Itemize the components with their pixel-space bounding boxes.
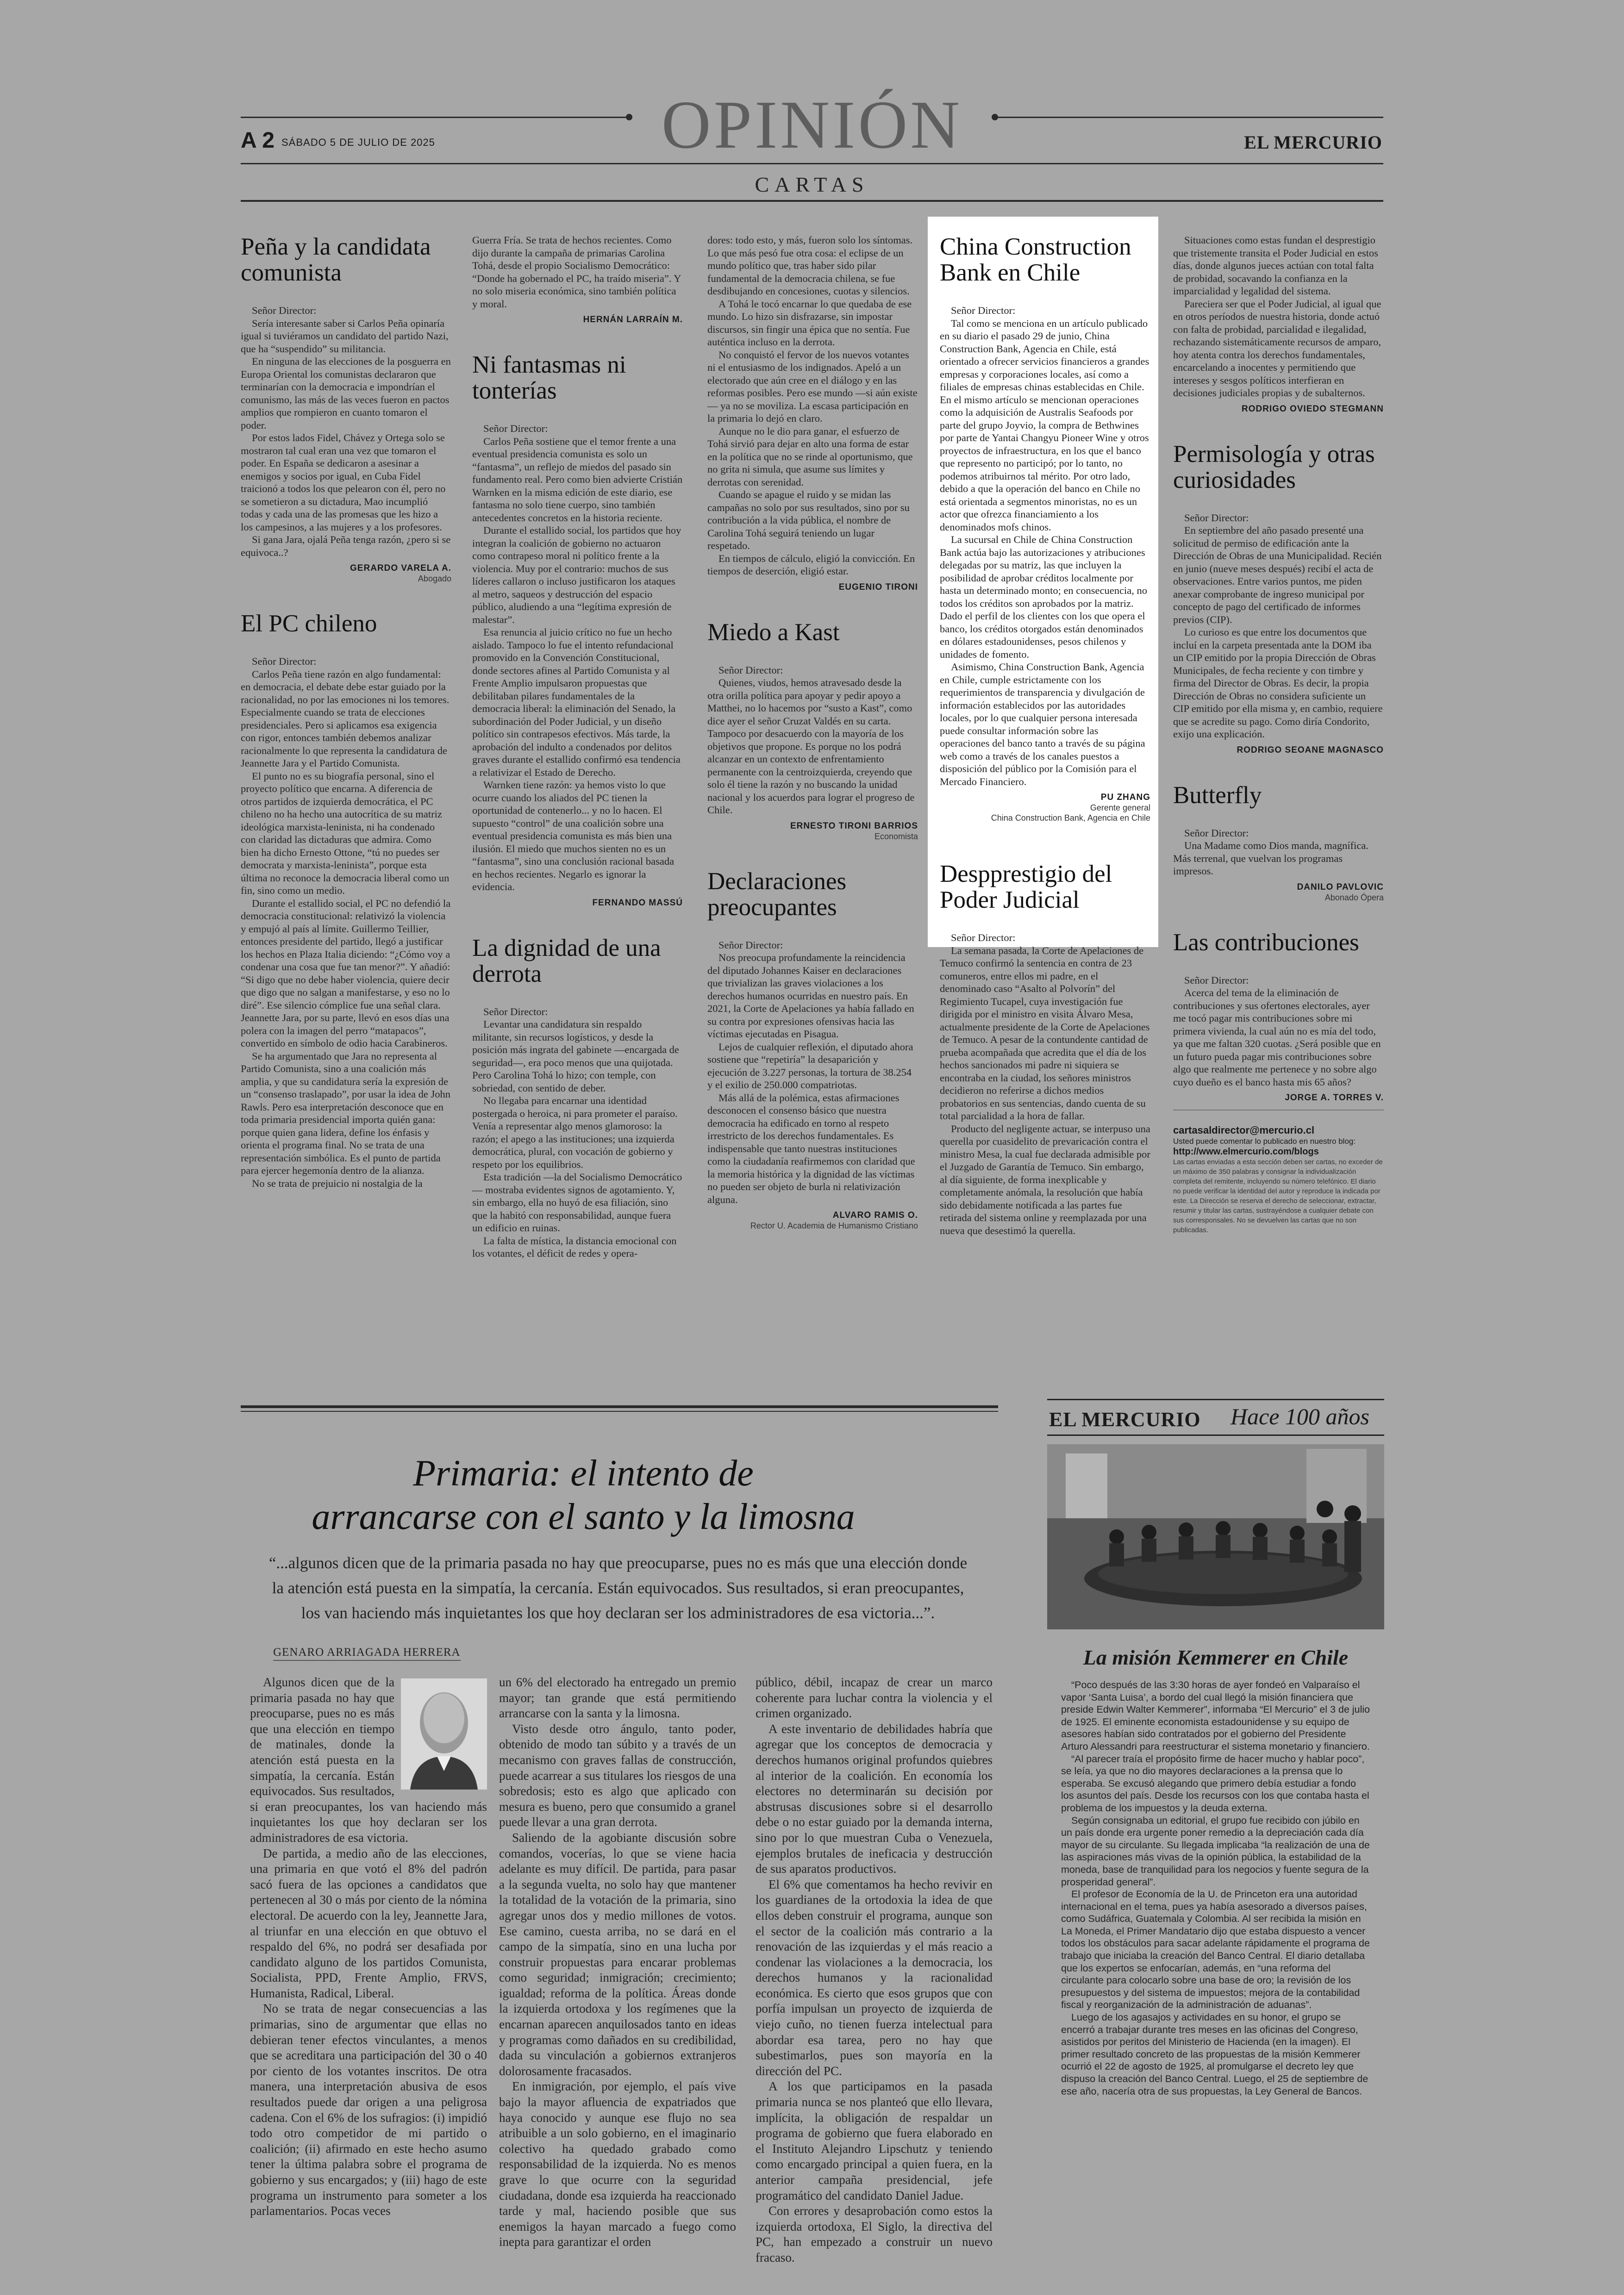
letter-paragraph: Se ha argumentado que Jara no representa al Partido Comunista, sino a una coalición más amplia, y que su candidatura sería la expresión de un “consenso traslapado”, por usar la idea de John Rawls. Pero esa interpretación desconoce que en toda primaria presidencial importa quién gana: porque quien gana lidera, define los énfasis y orienta el programa final. No se trata de una representación simbólica. Es el punto de partida para ejercer hegemonía dentro de la alianza. — [241, 1050, 450, 1176]
column-paragraph: A este inventario de debilidades habría que agregar que los conceptos de democracia y derechos humanos original profundos quiebres al interior de la coalición. En economía los electores no determinarán su decisión por abstrusas discusiones sobre si el desarrollo debe o no estar guiado por la demanda interna, sino por lo que muestran Cuba o Venezuela, ejemplos brutales de ineficacia y destrucción de sus aparatos productivos. — [756, 1721, 993, 1876]
column-text-3 — [756, 1675, 993, 2266]
sidebar-title: La misión Kemmerer en Chile — [1083, 1646, 1349, 1669]
letter-paragraph: Por estos lados Fidel, Chávez y Ortega solo se mostraron tal cual eran una vez que tomaron el poder. En España se dedicaron a asesinar a enemigos y socios por igual, en Cuba Fidel traicionó a todos los que pelearon con él, pero no se sometieron a su dictadura, Mao incumplió todas y cada una de las promesas que les hizo a los campesinos, a las mujeres y a los profesores. — [241, 432, 446, 533]
letter-paragraph: Esa renuncia al juicio crítico no fue un hecho aislado. Tampoco lo fue el intento refundacional promovido en la Convención Constitucional, donde sectores afines al Partido Comunista y al Frente Amplio impulsaron propuestas que debilitaban pilares fundamentales de la democracia liberal: la eliminación del Senado, la subordinación del Poder Judicial, y un diseño político sin contrapesos efectivos. Más tarde, la aprobación del indulto a condenados por delitos graves durante el estallido confirmó esa tendencia a relativizar el Estado de Derecho. — [472, 626, 681, 778]
contact-blog-label: Usted puede comentar lo publicado en nuestro blog: — [1173, 1137, 1356, 1146]
letter-title: Permisología y otras curiosidades — [1173, 440, 1375, 493]
brand-name: EL MERCURIO — [1244, 132, 1382, 153]
letter-role-2: China Construction Bank, Agencia en Chile — [991, 813, 1150, 823]
letters-column-1 — [241, 234, 451, 1190]
sidebar-brand: EL MERCURIO — [1049, 1408, 1201, 1431]
letter-salutation: Señor Director: — [252, 655, 317, 667]
letter-paragraph: Carlos Peña tiene razón en algo fundamental: en democracia, el debate debe estar guiado por la racionalidad, no por las emociones ni los temores. Especialmente cuando se trata de elecciones presidenciales. Pero si aplicamos esa exigencia con rigor, entonces también debemos analizar racionalmente lo que representa la candidatura de Jeannette Jara y el Partido Comunista. — [241, 668, 450, 769]
letters-column-5 — [1173, 234, 1384, 1235]
letter-paragraph: La semana pasada, la Corte de Apelaciones de Temuco confirmó la sentencia en contra de 23 comuneros, entre ellos mi padre, en el denominado caso “Asalto al Polvorín” del Regimiento Tucapel, cuya investigación fue dirigida por el ministro en visita Álvaro Mesa, actualmente presidente de la Corte de Apelaciones de Temuco. A pesar de la contundente cantidad de prueba acompañada que acredita que el día de los hechos sancionados mi padre ni siquiera se encontraba en la ciudad, los señores ministros decidieron no referirse a dichos medios probatorios en sus sentencias, dando cuenta de su total parcialidad a la hora de fallar. — [940, 944, 1150, 1122]
letter-signature: EUGENIO TIRONI — [838, 582, 918, 592]
letters-column-2 — [472, 234, 683, 1260]
letter-paragraph: Carlos Peña sostiene que el temor frente a una eventual presidencia comunista es solo un “fantasma”, un reflejo de miedos del pasado sin fundamento real. Pero como bien advierte Cristián Warnken en la misma edición de este diario, ese fantasma no solo tiene cuerpo, sino también antecedentes concretos en la historia reciente. — [472, 435, 683, 524]
sidebar-paragraph: Luego de los agasajos y actividades en su honor, el grupo se encerró a trabajar durante tres meses en las oficinas del Congreso, asistidos por peritos del Ministerio de Hacienda (en la imagen). El primer resultado concreto de las propuestas de la misión Kemmerer ocurrió el 22 de agosto de 1925, al promulgarse el decreto ley que dispuso la creación del Banco Central. Luego, el 25 de septiembre de ese año, nacería otra de sus propuestas, la Ley General de Bancos. — [1061, 2012, 1368, 2097]
letter-paragraph: dores: todo esto, y más, fueron solo los síntomas. Lo que más pesó fue otra cosa: el eclipse de un mundo político que, tras haber sido pilar fundamental de la democracia chilena, se fue desdibujando en concesiones, cuotas y silencios. — [707, 234, 913, 297]
letter-signature: DANILO PAVLOVIC — [1297, 882, 1384, 892]
letter-paragraph: Levantar una candidatura sin respaldo militante, sin recursos logísticos, y desde la posición más ingrata del gabinete —encargada de seguridad—, era poco menos que una quijotada. Pero Carolina Tohá lo hizo; con temple, con sobriedad, con sentido de deber. — [472, 1018, 679, 1094]
header-left-dot — [626, 114, 632, 120]
column-paragraph: Con errores y desaprobación como estos la izquierda ortodoxa, El Siglo, la directiva del PC, han empezado a construir un nuevo fracaso. — [756, 2204, 993, 2264]
letter-salutation: Señor Director: — [1184, 511, 1249, 524]
letter-paragraph: Producto del negligente actuar, se interpuso una querella por cuasidelito de prevaricación contra el ministro Mesa, la cual fue declarada admisible por el Juzgado de Garantía de Temuco. Sin embargo, al día siguiente, de forma inexplicable y completamente anómala, la resolución que había sido debidamente notificada a las partes fue retirada del sistema online y reemplazada por una nueva que desestimó la querella. — [940, 1123, 1150, 1236]
letter-paragraph: El punto no es su biografía personal, sino el proyecto político que encarna. A diferencia de otros partidos de izquierda democrática, el PC chileno no ha hecho una autocrítica de su matriz ideológica marxista-leninista, ni ha condenado con claridad las dictaduras que admira. Como bien ha dicho Ernesto Ottone, “tú no puedes ser democrata y marxista-leninista”, porque esta última no reconoce la democracia liberal como un fin, sino como un medio. — [241, 770, 450, 896]
letter-title: Las contribuciones — [1173, 929, 1359, 956]
letter-salutation: Señor Director: — [718, 664, 783, 676]
letter-role: Rector U. Academia de Humanismo Cristiano — [750, 1221, 918, 1230]
letter-role: Economista — [874, 831, 918, 841]
letter-salutation: Señor Director: — [252, 305, 317, 316]
letter-title: Butterfly — [1173, 781, 1262, 809]
letter-paragraph: En tiempos de cálculo, eligió la convicción. En tiempos de deserción, eligió estar. — [707, 552, 915, 577]
letter-title: La dignidad de una derrota — [472, 934, 661, 987]
column-paragraph: un 6% del electorado ha entregado un premio mayor; tan grande que está permitiendo arrancarse con la santa y la limosna. — [499, 1675, 736, 1721]
column-paragraph: Visto desde otro ángulo, tanto poder, obtenido de modo tan súbito y a través de un mecanismo con graves fallas de construcción, puede acarrear a sus titulares los riesgos de una sobredosis; esto es algo que aplicado con mesura es bueno, pero que consumido a granel puede llevar a una gran derrota. — [499, 1721, 736, 1829]
page-number: A 2 — [241, 128, 275, 153]
letter-role: Abonado Ópera — [1324, 892, 1384, 902]
letter-paragraph: Tal como se menciona en un artículo publicado en su diario el pasado 29 de junio, China Construction Bank, Agencia en Chile, está orientado a ofrecer servicios financieros a grandes empresas y corporaciones locales, así como a filiales de empresas chinas establecidas en Chile. En el mismo artículo se mencionan operaciones como la adquisición de Australis Seafoods por parte del grupo Joyvio, la compra de Bethwines por parte de Yantai Changyu Pioneer Wine y otros proyectos de infraestructura, en los que el banco que represento no participó; por lo tanto, no podemos atribuirnos tal mérito. Por otro lado, debido a que la operación del banco en Chile no está orientada a segmentos minoristas, no es un actor que ofrezca financiamiento a los denominados mofs chinos. — [940, 317, 1149, 533]
letter-salutation: Señor Director: — [718, 939, 783, 951]
pull-quote-line: los van haciendo más inquietantes los que hoy declaran ser los administradores de esa victoria...”. — [301, 1604, 935, 1622]
letter-salutation: Señor Director: — [483, 423, 548, 434]
letter-signature: ALVARO RAMIS O. — [832, 1210, 918, 1220]
page-date: SÁBADO 5 DE JULIO DE 2025 — [281, 137, 435, 148]
letter-role: Gerente general — [1090, 803, 1150, 812]
letter-paragraph: Lo curioso es que entre los documentos que incluí en la carpeta presentada ante la DOM iba un CIP emitido por la propia Dirección de Obras Municipales, de fecha reciente y con timbre y firma del Director de Obras. Es decir, la propia Dirección de Obras no considera suficiente un CIP emitido por ella misma y, en cambio, requiere que se acredite su pago. Como diría Condorito, exijo una explicación. — [1173, 626, 1383, 740]
header-right-dot — [992, 114, 998, 120]
sidebar-script-title: Hace 100 años — [1230, 1403, 1369, 1429]
letter-paragraph: Más allá de la polémica, estas afirmaciones desconocen el consenso básico que nuestra democracia ha edificado en torno al respeto irrestricto de los derechos fundamentales. Es indispensable que tanto nuestras instituciones como la ciudadanía reafirmemos con claridad que la memoria histórica y la dignidad de las víctimas no pueden ser objeto de burla ni relativización alguna. — [707, 1091, 915, 1205]
letter-salutation: Señor Director: — [483, 1005, 548, 1017]
letters-column-3 — [707, 234, 918, 1231]
letter-paragraph: Si gana Jara, ojalá Peña tenga razón, ¿pero si se equivoca..? — [241, 534, 451, 558]
letter-paragraph: Durante el estallido social, los partidos que hoy integran la coalición de gobierno no actuaron como contrapeso moral ni político frente a la violencia. Muy por el contrario: muchos de sus líderes callaron o incluso justificaron los ataques al metro, saqueos y destrucción del espacio público, aludiendo a una “legítima expresión de malestar”. — [472, 524, 681, 625]
letter-paragraph: Nos preocupa profundamente la reincidencia del diputado Johannes Kaiser en declaraciones que trivializan las graves violaciones a los derechos humanos ocurridas en nuestro país. En 2021, la Corte de Apelaciones ya había fallado en su contra por expresiones ofensivas hacia las víctimas ejecutadas en Pisagua. — [707, 952, 914, 1040]
contact-blog-link[interactable]: http://www.elmercurio.com/blogs — [1173, 1147, 1319, 1157]
letter-title: China Construction Bank en Chile — [940, 233, 1131, 286]
letter-paragraph: Cuando se apague el ruido y se midan las campañas no solo por sus resultados, sino por su contribución a la vida pública, el nombre de Carolina Tohá seguirá teniendo un lugar respetado. — [707, 489, 910, 551]
column-paragraph: El 6% que comentamos ha hecho revivir en los guardianes de la ortodoxia la idea de que ellos deben construir el programa, aunque son el sector de la coalición más contrario a la renovación de las izquierdas y el más reacio a condenar las violaciones a la democracia, los derechos humanos y la racionalidad económica. Es cierto que esos grupos que con porfía impulsan un proyecto de izquierda de viejo cuño, no tienen fuerza intelectual para abordar esa tarea, pero no hay que subestimarlos, pues son mayoría en la dirección del PC. — [756, 1877, 993, 2078]
contact-rules: Las cartas enviadas a esta sección deben ser cartas, no exceder de un máximo de 350 palabras y consignar la individualización completa del remitente, incluyendo su número telefónico. El diario no puede verificar la identidad del autor y reproduce la indicada por este. La Dirección se reserva el derecho de seleccionar, extractar, resumir y titular las cartas, sustrayéndose a cualquier debate con sus corresponsales. No se devuelven las cartas que no son publicadas. — [1173, 1158, 1383, 1234]
letter-paragraph: En ninguna de las elecciones de la posguerra en Europa Oriental los comunistas declararon que terminarían con la democracia e impondrían el comunismo, las más de las veces fueron en pactos amplios que rompieron en cuanto tomaron el poder. — [241, 355, 451, 431]
letter-title: Miedo a Kast — [707, 618, 840, 646]
letter-title: Peña y la candidata comunista — [241, 233, 431, 286]
column-headline-line-1: Primaria: el intento de — [413, 1453, 754, 1494]
letter-salutation: Señor Director: — [1184, 827, 1249, 839]
header-top-rule — [241, 117, 631, 118]
header-top-rule-right — [996, 117, 1383, 118]
column-paragraph: A los que participamos en la pasada primaria nunca se nos planteó que ello llevara, implícita, la obligación de respaldar un programa de gobierno que fuera elaborado en el Instituto Alejandro Lipschutz y teniendo como encargado principal a quien fuera, en la anterior campaña presidencial, jefe programático del candidato Daniel Jadue. — [756, 2079, 993, 2202]
bottom-section-rule-thin — [241, 1411, 998, 1412]
column-paragraph: público, débil, incapaz de crear un marco coherente para luchar contra la violencia y el crimen organizado. — [756, 1675, 993, 1721]
letter-signature: FERNANDO MASSÚ — [592, 898, 683, 908]
sidebar-paragraph: Según consignaba un editorial, el grupo fue recibido con júbilo en un país donde era urgente poner remedio a la depreciación cada día mayor de su circulante. Su llegada implicaba “la realización de una de las aspiraciones más vivas de la opinión pública, la estabilidad de la moneda, base de tranquilidad para los negocios y fuente segura de la prosperidad general”. — [1061, 1815, 1370, 1888]
subsection-title: CARTAS — [755, 173, 869, 196]
column-text-1 — [250, 1675, 487, 2219]
letter-salutation: Señor Director: — [951, 932, 1016, 943]
letter-title: Declaraciones preocupantes — [707, 867, 847, 921]
letter-signature: ERNESTO TIRONI BARRIOS — [790, 821, 918, 831]
letter-paragraph: La falta de mística, la distancia emocional con los votantes, el déficit de redes y opera- — [472, 1235, 677, 1259]
author-portrait — [401, 1678, 487, 1790]
letter-paragraph: No llegaba para encarnar una identidad postergada o heroica, ni para prometer el paraíso. Venía a representar algo menos glamoroso: la razón; el apego a las instituciones; una izquierda democrática, plural, con vocación de gobierno y respeto por los equilibrios. — [472, 1095, 678, 1170]
letter-salutation: Señor Director: — [1184, 974, 1249, 986]
letter-paragraph: Acerca del tema de la eliminación de contribuciones y sus ofertones electorales, ayer me tocó pagar mis contribuciones sobre mi primera vivienda, la cual aún no es mía del todo, ya que me faltan 320 cuotas. ¿Será posible que en un futuro pueda pagar mis contribuciones sobre algo que realmente me pertenece y no sobre algo cuyo dueño es el banco hasta mis 65 años? — [1173, 987, 1381, 1088]
column-headline — [269, 1452, 898, 1539]
sidebar-paragraph: El profesor de Economía de la U. de Princeton era una autoridad internacional en el tema, pues ya había asesorado a diversos países, como Sudáfrica, Guatemala y Colombia. Al ser recibida la misión en La Moneda, el Primer Mandatario dijo que estaba dispuesto a vencer todos los obstáculos para sacar adelante rápidamente el programa de trabajo que iniciaba la creación del Banco Central. El diario detallaba que los expertos se enfocarían, además, en “una reforma del circulante para colocarlo sobre una base de oro; la revisión de los presupuestos y del sistema de impuestos; mejora de la contabilidad fiscal y reorganización de la administración de aduanas”. — [1061, 1889, 1370, 2011]
letter-paragraph: Pareciera ser que el Poder Judicial, al igual que en otros períodos de nuestra historia, donde actuó con falta de probidad, parcialidad e ilegalidad, rechazando sistemáticamente recursos de amparo, hoy atenta contra los derechos fundamentales, encarcelando a inocentes y permitiendo que intereses y sesgos políticos interfieran en decisiones judiciales propias y de subalternos. — [1173, 298, 1381, 399]
letter-paragraph: No se trata de prejuicio ni nostalgia de la — [252, 1177, 423, 1189]
subsection-rule — [241, 200, 1383, 202]
contact-email[interactable]: cartasaldirector@mercurio.cl — [1173, 1124, 1315, 1136]
letter-title: Despprestigio del Poder Judicial — [940, 861, 1112, 913]
column-text-2 — [499, 1675, 736, 2250]
letter-paragraph: La sucursal en Chile de China Construction Bank actúa bajo las autorizaciones y atribuciones delegadas por su matriz, las que incluyen la posibilidad de aprobar créditos localmente por hasta un determinado monto; en consecuencia, no todos los créditos son aprobados por la matriz. Dado el perfil de los clientes con los que opera el banco, los créditos otorgados están denominados en dólares estadounidenses, pesos chilenos y unidades de fomento. — [940, 534, 1147, 660]
letter-paragraph: Quienes, viudos, hemos atravesado desde la otra orilla política para apoyar y pedir apoyo a Matthei, no lo hacemos por “susto a Kast”, como dice ayer el señor Cruzat Valdés en su carta. Tampoco por desacuerdo con la mayoría de los objetivos que propone. Es porque no los podrá alcanzar en un contexto de enfrentamiento permanente con la centroizquierda, creyendo que solo él tiene la razón y no buscando la unidad nacional y los acuerdos para lograr el progreso de Chile. — [707, 677, 915, 816]
letter-paragraph: Sería interesante saber si Carlos Peña opinaría igual si tuviéramos un candidato del partido Nazi, que ha “suspendido” su militancia. — [241, 317, 449, 355]
letter-signature: RODRIGO OVIEDO STEGMANN — [1242, 404, 1384, 414]
sidebar-paragraph: “Al parecer traía el propósito firme de hacer mucho y hablar poco”, se leía, ya que no dio mayores declaraciones a la prensa que lo esperaba. Se excusó alegando que primero debía estudiar a fondo los asuntos del país. Desde los recursos con los que contaba hasta el problema de los impuestos y la deuda externa. — [1061, 1753, 1369, 1814]
pull-quote-line: la atención está puesta en la simpatía, la cercanía. Están equivocados. Sus resultados, si eran preocupantes, — [272, 1579, 964, 1597]
sidebar-header — [1047, 1399, 1384, 1436]
letter-paragraph: A Tohá le tocó encarnar lo que quedaba de ese mundo. Lo hizo sin disfrazarse, sin impostar discursos, sin fingir una épica que no sentía. Fue auténtica incluso en la derrota. — [707, 298, 912, 348]
letter-title: Ni fantasmas ni tonterías — [472, 351, 626, 404]
column-author: GENARO ARRIAGADA HERRERA — [273, 1646, 461, 1661]
letter-paragraph: Lejos de cualquier reflexión, el diputado ahora sostiene que “repetiría” la desaparición y ejecución de 3.227 personas, la tortura de 38.254 y el exilio de 250.000 compatriotas. — [707, 1041, 913, 1091]
letter-signature: JORGE A. TORRES V. — [1285, 1093, 1384, 1103]
letter-signature: GERARDO VARELA A. — [350, 563, 451, 573]
column-paragraph: Algunos dicen que de la primaria pasada no hay que preocuparse, pues no es más que una elección en tiempo de matinales, donde la atención está puesta en la simpatía, la cercanía. Están equivocados. Sus resultados, si eran preocupantes, los van haciendo más inquietantes los que hoy declaran ser los administradores de esa victoria. — [250, 1675, 487, 1845]
letter-paragraph: Una Madame como Dios manda, magnífica. Más terrenal, que vuelvan los programas impresos. — [1173, 840, 1369, 877]
pull-quote-line: “...algunos dicen que de la primaria pasada no hay que preocuparse, pues no es más que una elección donde — [269, 1554, 968, 1572]
column-paragraph: No se trata de negar consecuencias a las primarias, sino de argumentar que ellas no debieran tener efectos vinculantes, a menos que se acreditara una participación del 30 o 40 por ciento de los votantes inscritos. De otra manera, una interpretación abusiva de esos resultados puede dar origen a una peligrosa cadena. Con el 6% de los sufragios: (i) impidió todo otro competidor de mi partido o coalición; (ii) afirmado en este hecho asumo tener la última palabra sobre el programa de gobierno y sus encargados; y (iii) hago de este programa un instrumento para someter a los parlamentarios. Pocas veces — [250, 2002, 487, 2218]
column-paragraph: De partida, a medio año de las elecciones, una primaria en que votó el 8% del padrón sacó fuera de las opciones a candidatos que pertenecen al 30 o más por ciento de la nómina electoral. De acuerdo con la ley, Jeannette Jara, al triunfar en una elección en que obtuvo el respaldo del 6%, no podrá ser desafiada por candidato alguno de los partidos Comunista, Socialista, PPD, Frente Amplio, FRVS, Humanista, Radical, Liberal. — [250, 1846, 487, 2000]
letter-paragraph: En septiembre del año pasado presenté una solicitud de permiso de edificación ante la Dirección de Obras de una Municipalidad. Recién en junio (nueve meses después) recibí el acta de observaciones. Entre varios puntos, me piden anexar comprobante de ingreso municipal por concepto de pago del certificado de informes previos (CIP). — [1173, 524, 1382, 625]
letter-signature: HERNÁN LARRAÍN M. — [583, 315, 683, 324]
letter-paragraph: Warnken tiene razón: ya hemos visto lo que ocurre cuando los aliados del PC tienen la oportunidad de contenerlo... y no lo hacen. El supuesto “control” de una coalición sobre una eventual presidencia comunista es más bien una ilusión. El miedo que muchos sienten no es un “fantasma”, sino una conclusión racional basada en hechos recientes. Negarlo es ignorar la evidencia. — [472, 779, 675, 892]
column-pull-quote — [241, 1551, 995, 1626]
letter-title: El PC chileno — [241, 610, 377, 637]
bottom-section-rule — [241, 1405, 998, 1408]
column-headline-line-2: arrancarse con el santo y la limosna — [312, 1497, 855, 1537]
letter-signature: PU ZHANG — [1100, 792, 1150, 802]
letter-paragraph: Asimismo, China Construction Bank, Agencia en Chile, cumple estrictamente con los requerimientos de transparencia y divulgación de información establecidos por las autoridades locales, por lo que cualquier persona interesada puede consultar información sobre las operaciones del banco tanto a través de su página web como a través de los canales puestos a disposición del público por la Comisión para el Mercado Financiero. — [940, 661, 1145, 787]
letter-signature: RODRIGO SEOANE MAGNASCO — [1237, 745, 1384, 755]
column-paragraph: Saliendo de la agobiante discusión sobre comandos, vocerías, lo que se viene hacia adelante es muy difícil. De partida, para pasar a la segunda vuelta, no solo hay que mantener la totalidad de la votación de la primaria, sino agregar unos dos y medio millones de votos. Ese camino, cuesta arriba, no se dará en el campo de la simpatía, sino en una lucha por construir propuestas para encarar problemas como seguridad; inmigración; crecimiento; igualdad; reforma de la política. Áreas donde la izquierda ortodoxa y los regímenes que la encarnan aparecen anquilosados tanto en ideas y programas como dañados en su credibilidad, dada su vinculación a gobiernos extranjeros dolorosamente fracasados. — [499, 1830, 736, 2078]
letters-column-4 — [940, 234, 1150, 1237]
column-paragraph: En inmigración, por ejemplo, el país vive bajo la mayor afluencia de expatriados que haya conocido y aunque ese flujo no sea atribuible a un solo gobierno, en el imaginario colectivo ha quedado grabado como responsabilidad de la izquierda. No es menos grave lo que ocurre con la seguridad ciudadana, donde esa izquierda ha reaccionado tarde y mal, haciendo posible que sus enemigos la hayan marcado a fuego como inepta para garantizar el orden — [499, 2079, 736, 2249]
history-sidebar — [1047, 1399, 1384, 2097]
letter-role: Abogado — [418, 574, 451, 583]
header-rule — [241, 163, 1383, 164]
letter-salutation: Señor Director: — [951, 305, 1016, 316]
historic-photo — [1047, 1444, 1384, 1629]
letter-paragraph: Durante el estallido social, el PC no defendió la democracia constitucional: relativizó la violencia y empujó al país al límite. Guillermo Teillier, entonces presidente del partido, llegó a justificar los hechos en Plaza Italia diciendo: “¿Cómo voy a condenar una cosa que fue tan menor?”. Y añadió: “Si digo que no debe haber violencia, quiere decir que digo que no salgan a manifestarse, y eso no lo diré”. Ese silencio cómplice fue una señal clara. Jeannette Jara, por su parte, llevó en esos días una polera con la imagen del perro “matapacos”, convertido en símbolo de odio hacia Carabineros. — [241, 897, 451, 1049]
section-title: OPINIÓN — [661, 87, 963, 163]
letter-paragraph: Aunque no le dio para ganar, el esfuerzo de Tohá sirvió para dejar en alto una forma de estar en la política que no se rinde al oportunismo, que no grita ni simula, que asume sus límites y derrotas con serenidad. — [707, 425, 913, 488]
sidebar-paragraph: “Poco después de las 3:30 horas de ayer fondeó en Valparaíso el vapor ‘Santa Luisa’, a bordo del cual llegó la misión financiera que preside Edwin Walter Kemmerer”, informaba “El Mercurio” el 3 de julio de 1925. El eminente economista estadounidense y su equipo de asesores habían sido contratados por el gobierno del Presidente Arturo Alessandri para reestructurar el sistema monetario y financiero. — [1061, 1679, 1370, 1752]
letter-paragraph: Esta tradición —la del Socialismo Democrático— mostraba evidentes signos de agotamiento. Y, sin embargo, ella no huyó de esa filiación, sino que la habitó con responsabilidad, aunque fuera un edificio en ruinas. — [472, 1171, 682, 1234]
letter-paragraph: Situaciones como estas fundan el desprestigio que tristemente transita el Poder Judicial en estos días, donde algunos jueces actúan con total falta de probidad, socavando la confianza en la imparcialidad y legalidad del sistema. — [1173, 234, 1379, 297]
letter-paragraph: Guerra Fría. Se trata de hechos recientes. Como dijo durante la campaña de primarias Carolina Tohá, desde el propio Socialismo Democrático: “Donde ha gobernado el PC, ha traído miseria”. Y no solo miseria económica, sino también política y moral. — [472, 234, 681, 310]
letter-paragraph: No conquistó el fervor de los nuevos votantes ni el entusiasmo de los indignados. Apeló a un electorado que aún cree en el diálogo y en las reformas posibles. Pero ese mundo —si aún existe— ya no se moviliza. La escasa participación en la primaria lo dejó en claro. — [707, 349, 918, 424]
